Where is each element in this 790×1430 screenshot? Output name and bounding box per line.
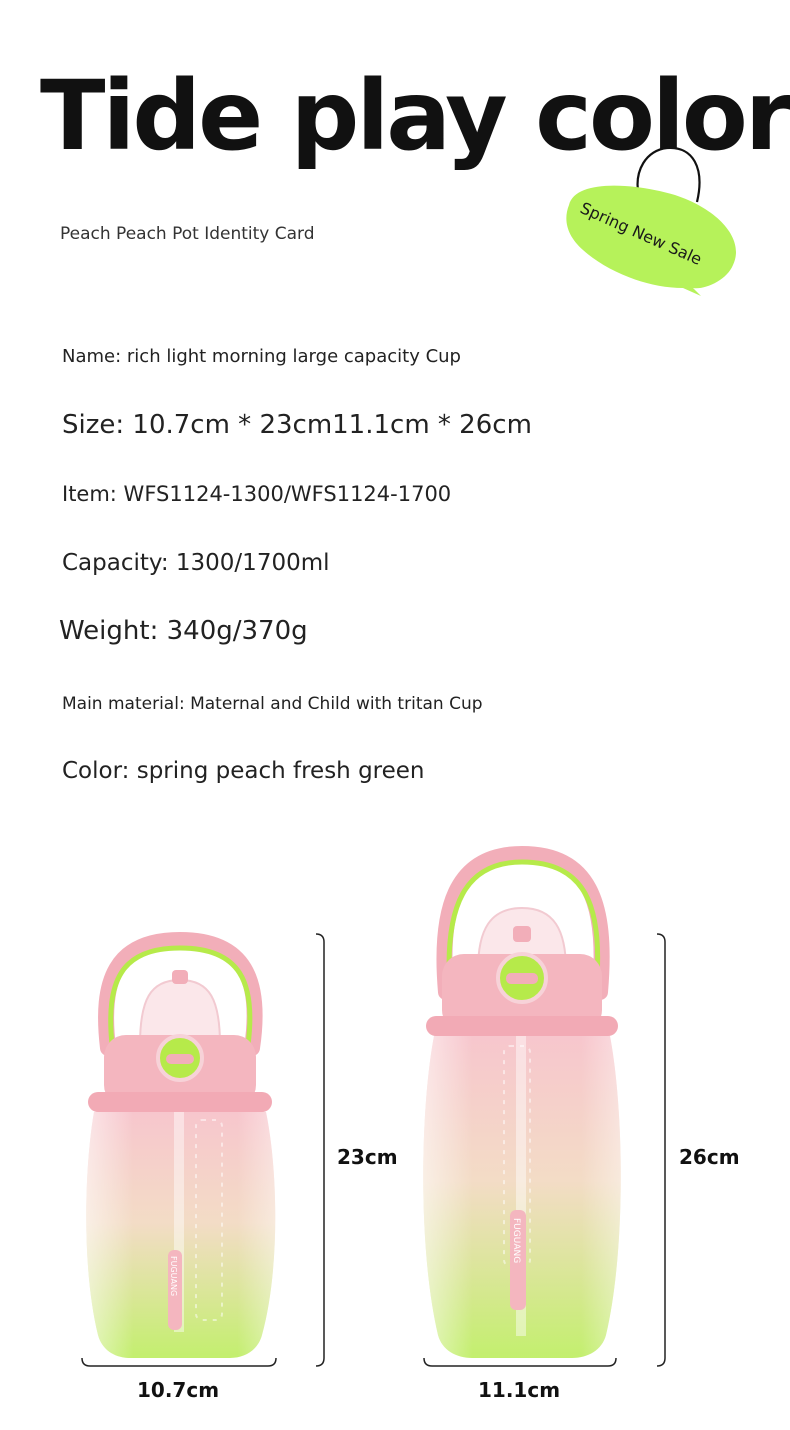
small-height-label: 23cm — [337, 1145, 398, 1169]
large-width-label: 11.1cm — [478, 1378, 561, 1402]
spec-name: Name: rich light morning large capacity Cup — [62, 346, 461, 367]
page-subtitle: Peach Peach Pot Identity Card — [60, 224, 315, 244]
small-bottle-button-slot — [166, 1054, 194, 1064]
large-bottle — [423, 854, 621, 1358]
spec-size: Size: 10.7cm * 23cm11.1cm * 26cm — [62, 410, 532, 440]
small-width-label: 10.7cm — [137, 1378, 220, 1402]
small-bottle-brand-text: FUGUANG — [169, 1256, 178, 1297]
large-bottle-dome-knob — [513, 926, 531, 942]
spec-color: Color: spring peach fresh green — [62, 758, 425, 784]
large-height-bracket — [657, 934, 665, 1366]
page-title: Tide play color — [40, 60, 790, 172]
spec-material: Main material: Maternal and Child with tritan Cup — [62, 694, 483, 714]
spec-capacity: Capacity: 1300/1700ml — [62, 550, 330, 576]
sale-badge — [555, 140, 745, 300]
sale-badge-graphic — [555, 140, 745, 300]
sale-badge-label: Spring New Sale — [577, 198, 705, 269]
large-bottle-button-slot — [506, 973, 538, 984]
spec-weight: Weight: 340g/370g — [59, 616, 308, 646]
spec-item: Item: WFS1124-1300/WFS1124-1700 — [62, 482, 452, 506]
large-height-label: 26cm — [679, 1145, 740, 1169]
large-bottle-cap-rim — [426, 1016, 618, 1036]
product-illustration — [0, 830, 790, 1430]
small-width-bracket — [82, 1358, 276, 1366]
small-bottle-dome-knob — [172, 970, 188, 984]
large-width-bracket — [424, 1358, 616, 1366]
small-bottle-cap-rim — [88, 1092, 272, 1112]
small-bottle — [86, 940, 275, 1358]
large-bottle-brand-text: FUGUANG — [511, 1218, 521, 1264]
small-height-bracket — [316, 934, 324, 1366]
